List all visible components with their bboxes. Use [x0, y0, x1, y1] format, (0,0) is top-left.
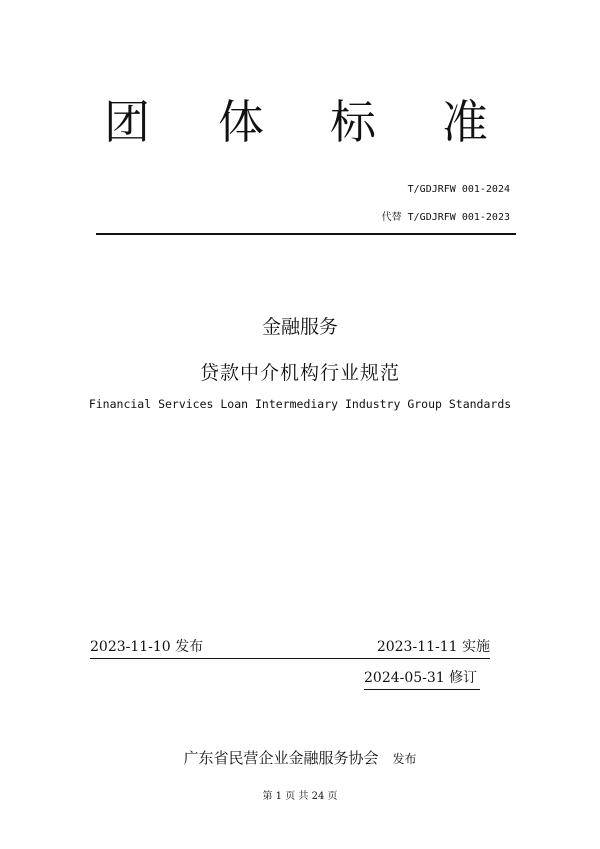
effective-date: 2023-11-11 实施 — [376, 639, 490, 655]
doc-type-heading — [0, 92, 600, 152]
doc-type-char: 准 — [442, 95, 488, 149]
doc-type-char: 体 — [218, 95, 264, 149]
doc-type-char: 标 — [330, 95, 376, 149]
publisher-line — [0, 747, 600, 768]
title-line-2: 贷款中介机构行业规范 — [199, 362, 400, 384]
english-title: Financial Services Loan Intermediary Industry Group Standards — [88, 397, 512, 411]
page-number: 第 1 页 共 24 页 — [262, 791, 338, 802]
standard-number: T/GDJRFW 001-2024 — [407, 184, 510, 195]
doc-type-char: 团 — [104, 95, 150, 149]
publisher-name: 广东省民营企业金融服务协会 — [183, 749, 379, 767]
publish-date: 2023-11-10 发布 — [90, 639, 204, 655]
publisher-action: 发布 — [392, 752, 417, 766]
title-line-1: 金融服务 — [261, 316, 338, 338]
revision-date: 2024-05-31 修订 — [364, 669, 480, 690]
replaced-standard: 代替 T/GDJRFW 001-2023 — [381, 212, 510, 223]
date-row — [90, 638, 490, 659]
header-divider — [96, 233, 516, 235]
